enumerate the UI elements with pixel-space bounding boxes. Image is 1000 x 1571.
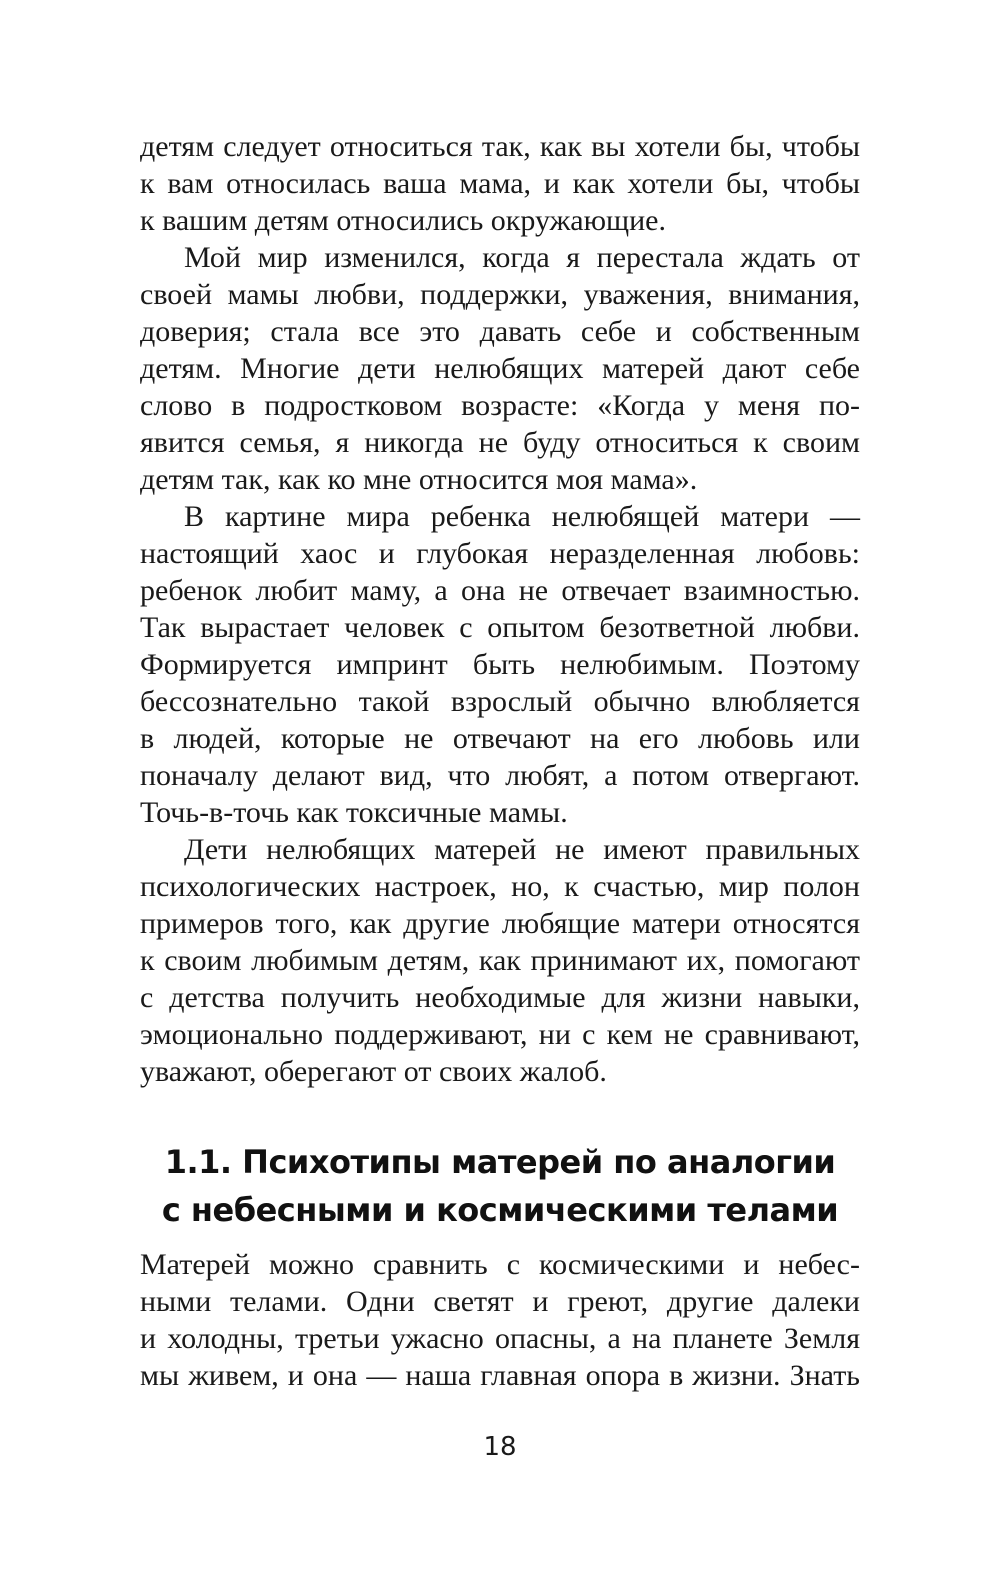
text-line: Матерей можно сравнить с космическими и небес- bbox=[140, 1248, 860, 1281]
body-text-top bbox=[140, 128, 860, 1090]
text-line: мы живем, и она — наша главная опора в жизни. Знать bbox=[140, 1359, 860, 1392]
text-line: психологических настроек, но, к счастью, мир полон bbox=[140, 870, 860, 903]
section-heading-line: 1.1. Психотипы матерей по аналогии bbox=[164, 1143, 836, 1181]
text-line: уважают, оберегают от своих жалоб. bbox=[140, 1055, 607, 1088]
text-line: детям так, как ко мне относится моя мама». bbox=[140, 463, 698, 496]
text-line: ребенок любит маму, а она не отвечает взаимностью. bbox=[140, 574, 860, 607]
text-line: Дети нелюбящих матерей не имеют правильных bbox=[184, 833, 860, 866]
text-line: и холодны, третьи ужасно опасны, а на планете Земля bbox=[140, 1322, 860, 1355]
text-line: в людей, которые не отвечают на его любовь или bbox=[140, 722, 860, 755]
text-line: ными телами. Одни светят и греют, другие далеки bbox=[140, 1285, 860, 1318]
text-line: к вашим детям относились окружающие. bbox=[140, 204, 666, 237]
text-line: Точь-в-точь как токсичные мамы. bbox=[140, 796, 568, 829]
text-line: поначалу делают вид, что любят, а потом отвергают. bbox=[140, 759, 860, 792]
text-line: Так вырастает человек с опытом безответной любви. bbox=[140, 611, 860, 644]
text-line: доверия; стала все это давать себе и собственным bbox=[140, 315, 860, 348]
text-line: примеров того, как другие любящие матери относятся bbox=[140, 907, 860, 940]
text-line: своей мамы любви, поддержки, уважения, внимания, bbox=[140, 278, 860, 311]
text-line: эмоционально поддерживают, ни с кем не сравнивают, bbox=[140, 1018, 860, 1051]
text-line: Формируется импринт быть нелюбимым. Поэтому bbox=[140, 648, 860, 681]
text-line: Мой мир изменился, когда я перестала ждать от bbox=[184, 241, 860, 274]
page-number: 18 bbox=[483, 1432, 517, 1462]
text-line: детям следует относиться так, как вы хотели бы, чтобы bbox=[140, 130, 860, 163]
text-line: явится семья, я никогда не буду относиться к своим bbox=[140, 426, 860, 459]
text-line: слово в подростковом возрасте: «Когда у меня по- bbox=[140, 389, 860, 422]
text-line: детям. Многие дети нелюбящих матерей дают себе bbox=[140, 352, 860, 385]
text-line: В картине мира ребенка нелюбящей матери — bbox=[184, 500, 860, 533]
text-line: с детства получить необходимые для жизни навыки, bbox=[140, 981, 860, 1014]
text-line: к вам относилась ваша мама, и как хотели бы, чтобы bbox=[140, 167, 860, 200]
section-heading bbox=[100, 1138, 900, 1234]
text-line: к своим любимым детям, как принимают их, помогают bbox=[140, 944, 860, 977]
body-text-bottom bbox=[140, 1246, 860, 1394]
text-line: настоящий хаос и глубокая неразделенная любовь: bbox=[140, 537, 860, 570]
section-heading-line: с небесными и космическими телами bbox=[161, 1191, 839, 1229]
text-line: бессознательно такой взрослый обычно влюбляется bbox=[140, 685, 860, 718]
